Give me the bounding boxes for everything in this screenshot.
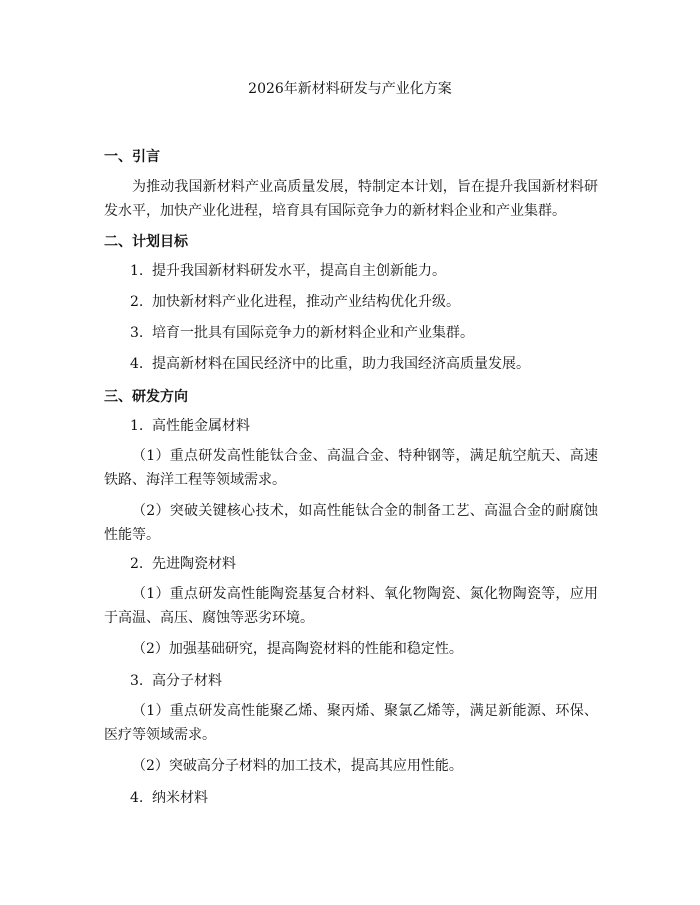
intro-paragraph: 为推动我国新材料产业高质量发展，特制定本计划，旨在提升我国新材料研发水平，加快产业化进程，培育具有国际竞争力的新材料企业和产业集群。 bbox=[104, 179, 598, 219]
direction-1-title bbox=[130, 416, 250, 436]
direction-title: 先进陶瓷材料 bbox=[152, 556, 236, 572]
goal-item-text: 提高新材料在国民经济中的比重，助力我国经济高质量发展。 bbox=[152, 356, 530, 372]
goal-item-text: 加快新材料产业化进程，推动产业结构优化升级。 bbox=[152, 294, 460, 310]
direction-1-paragraph-1: （1）重点研发高性能钛合金、高温合金、特种钢等，满足航空航天、高速铁路、海洋工程等领域需求。 bbox=[104, 448, 598, 488]
direction-2-paragraph-1: （1）重点研发高性能陶瓷基复合材料、氧化物陶瓷、氮化物陶瓷等，应用于高温、高压、腐蚀等恶劣环境。 bbox=[104, 586, 598, 626]
direction-2-paragraph-2: （2）加强基础研究，提高陶瓷材料的性能和稳定性。 bbox=[132, 641, 463, 657]
section-heading-goals: 二、计划目标 bbox=[104, 234, 188, 250]
direction-3-title bbox=[130, 671, 222, 691]
direction-number: 2. bbox=[130, 556, 144, 572]
goal-item-number: 4. bbox=[130, 356, 144, 372]
direction-1-paragraph-2: （2）突破关键核心技术，如高性能钛合金的制备工艺、高温合金的耐腐蚀性能等。 bbox=[104, 503, 598, 543]
goal-item-4 bbox=[130, 354, 530, 374]
goal-item-number: 2. bbox=[130, 294, 144, 310]
direction-title: 高性能金属材料 bbox=[152, 418, 250, 434]
direction-2-title bbox=[130, 554, 236, 574]
goal-item-2 bbox=[130, 292, 460, 312]
direction-title: 高分子材料 bbox=[152, 673, 222, 689]
direction-title: 纳米材料 bbox=[152, 790, 208, 806]
goal-item-3 bbox=[130, 323, 474, 343]
goal-item-number: 3. bbox=[130, 325, 144, 341]
goal-item-text: 提升我国新材料研发水平，提高自主创新能力。 bbox=[152, 263, 446, 279]
direction-3-paragraph-1: （1）重点研发高性能聚乙烯、聚丙烯、聚氯乙烯等，满足新能源、环保、医疗等领域需求。 bbox=[104, 703, 598, 743]
goal-item-number: 1. bbox=[130, 263, 144, 279]
direction-number: 3. bbox=[130, 673, 144, 689]
document-title: 2026年新材料研发与产业化方案 bbox=[248, 81, 452, 97]
goal-item-text: 培育一批具有国际竞争力的新材料企业和产业集群。 bbox=[152, 325, 474, 341]
direction-3-paragraph-2: （2）突破高分子材料的加工技术，提高其应用性能。 bbox=[132, 758, 463, 774]
section-heading-directions: 三、研发方向 bbox=[104, 389, 188, 405]
direction-number: 4. bbox=[130, 790, 144, 806]
section-heading-intro: 一、引言 bbox=[104, 149, 160, 165]
goal-item-1 bbox=[130, 261, 446, 281]
direction-number: 1. bbox=[130, 418, 144, 434]
direction-4-title bbox=[130, 788, 208, 808]
